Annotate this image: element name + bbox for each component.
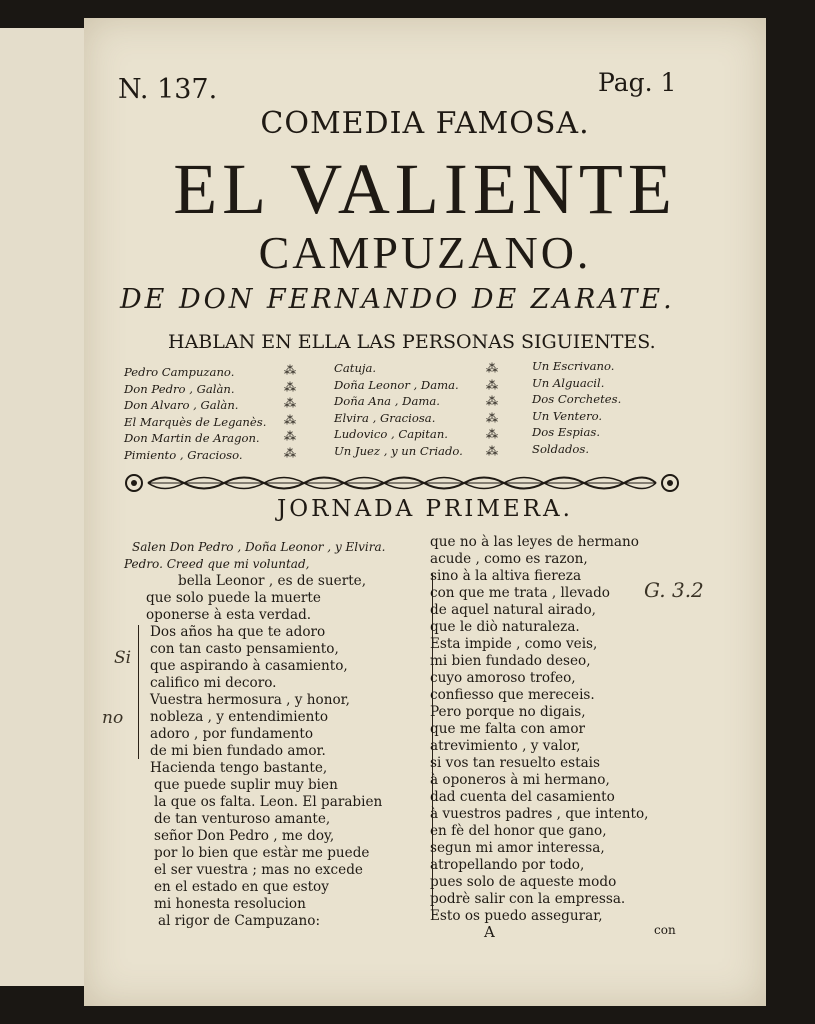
verse-line: el ser vuestra ; mas no excede [154, 862, 363, 878]
verse-line: señor Don Pedro , me doy, [154, 828, 335, 844]
cast-entry: Un Juez , y un Criado. [334, 443, 463, 458]
verse-line: atrevimiento , y valor, [430, 738, 581, 754]
verse-line: nobleza , y entendimiento [150, 709, 329, 725]
verse-line: atropellando por todo, [430, 857, 585, 873]
verse-line: que aspirando à casamiento, [150, 658, 348, 674]
verse-line: segun mi amor interessa, [430, 840, 605, 856]
verse-line: oponerse à esta verdad. [146, 607, 312, 623]
verse-line: acude , como es razon, [430, 551, 588, 567]
verse-line: por lo bien que estàr me puede [154, 845, 370, 861]
act-heading: JORNADA PRIMERA. [277, 496, 573, 522]
book-page [84, 18, 766, 1006]
verse-line: de aquel natural airado, [430, 602, 596, 618]
verse-line: à oponeros à mi hermano, [430, 772, 610, 788]
cast-entry: Un Escrivano. [532, 359, 615, 373]
verse-line: confiesso que mereceis. [430, 687, 595, 703]
cast-entry: Doña Leonor , Dama. [334, 377, 459, 392]
asterism-divider-2: ⁂ ⁂ ⁂ ⁂ ⁂ ⁂ [486, 361, 498, 458]
verse-line: con que me trata , llevado [430, 585, 610, 601]
cast-entry: Ludovico , Capitan. [334, 427, 448, 441]
verse-line: cuyo amoroso trofeo, [430, 670, 576, 686]
cast-column-3 [532, 358, 621, 457]
speaker-and-line: Pedro. Creed que mi voluntad, [124, 557, 310, 571]
facing-page-edge [0, 28, 86, 986]
verse-line: Vuestra hermosura , y honor, [150, 692, 350, 708]
cast-entry: Un Alguacil. [532, 375, 605, 390]
verse-line: mi honesta resolucion [154, 896, 306, 912]
verse-line: mi bien fundado deseo, [430, 653, 591, 669]
left-verse-column [124, 539, 385, 930]
verse-line: Pero porque no digais, [430, 704, 586, 720]
author-line: DE DON FERNANDO DE ZARATE. [120, 284, 675, 315]
cast-entry: El Marquès de Leganès. [124, 414, 267, 429]
verse-line: en fè del honor que gano, [430, 823, 607, 839]
cast-heading: HABLAN EN ELLA LAS PERSONAS SIGUIENTES. [168, 331, 656, 353]
verse-line: de tan venturoso amante, [154, 811, 331, 827]
margin-bracket [138, 693, 139, 759]
cast-entry: Soldados. [532, 441, 590, 456]
verse-line [124, 556, 385, 573]
verse-line: Hacienda tengo bastante, [150, 760, 328, 776]
verse-line: Dos años ha que te adoro [150, 624, 326, 640]
verse-line: sino à la altiva fiereza [430, 568, 582, 584]
asterism-divider-1: ⁂ ⁂ ⁂ ⁂ ⁂ ⁂ [284, 363, 296, 460]
cast-entry: Don Martin de Aragon. [124, 431, 260, 445]
cast-entry: Un Ventero. [532, 408, 603, 423]
verse-line: que solo puede la muerte [146, 590, 321, 606]
verse-line: en el estado en que estoy [154, 879, 329, 895]
cast-entry: Pimiento , Gracioso. [124, 447, 243, 462]
verse-line: que puede suplir muy bien [154, 777, 338, 793]
margin-annotation: Si [114, 648, 132, 668]
verse-line: Esto os puedo assegurar, [430, 908, 603, 924]
cast-entry: Elvira , Graciosa. [334, 410, 436, 425]
catchword: con [654, 923, 676, 937]
verse-line: adoro , por fundamento [150, 726, 314, 742]
verse-line: califico mi decoro. [150, 675, 277, 691]
cast-entry: Don Alvaro , Galàn. [124, 398, 239, 412]
right-verse-column [430, 534, 648, 925]
verse-line: podrè salir con la empressa. [430, 891, 626, 907]
main-title: EL VALIENTE [173, 149, 677, 229]
cast-entry: Dos Espias. [532, 425, 601, 439]
verse-line: dad cuenta del casamiento [430, 789, 615, 805]
verse-line: Esta impide , como veis, [430, 636, 598, 652]
verse-line: que le diò naturaleza. [430, 619, 580, 635]
cast-entry: Don Pedro , Galàn. [124, 381, 235, 396]
verse-line: que me falta con amor [430, 721, 586, 737]
margin-annotation: G. 3.2 [644, 578, 704, 602]
cast-entry: Dos Corchetes. [532, 392, 622, 406]
verse-line: al rigor de Campuzano: [158, 913, 321, 929]
verse-line: de mi bien fundado amor. [150, 743, 326, 759]
cast-column-2 [334, 360, 463, 459]
stage-direction: Salen Don Pedro , Doña Leonor , y Elvira. [132, 540, 386, 554]
cast-entry: Pedro Campuzano. [124, 365, 235, 379]
signature-mark: A [484, 923, 495, 941]
second-title: CAMPUZANO. [258, 227, 592, 278]
page-number: Pag. 1 [598, 68, 677, 97]
verse-line: que no à las leyes de hermano [430, 534, 639, 550]
margin-annotation: no [102, 708, 124, 728]
verse-line: bella Leonor , es de suerte, [178, 573, 367, 589]
verse-line: la que os falta. Leon. El parabien [154, 794, 383, 810]
cast-entry: Doña Ana , Dama. [334, 394, 440, 408]
verse-line: pues solo de aqueste modo [430, 874, 617, 890]
cast-entry: Catuja. [334, 361, 377, 375]
ornamental-rule [124, 468, 680, 498]
margin-bracket [138, 625, 139, 695]
verse-line: si vos tan resuelto estais [430, 755, 600, 771]
title-kicker: COMEDIA FAMOSA. [260, 106, 590, 141]
cast-column-1 [124, 364, 266, 463]
verse-line: à vuestros padres , que intento, [430, 806, 649, 822]
play-number: N. 137. [118, 74, 218, 105]
verse-line: con tan casto pensamiento, [150, 641, 339, 657]
